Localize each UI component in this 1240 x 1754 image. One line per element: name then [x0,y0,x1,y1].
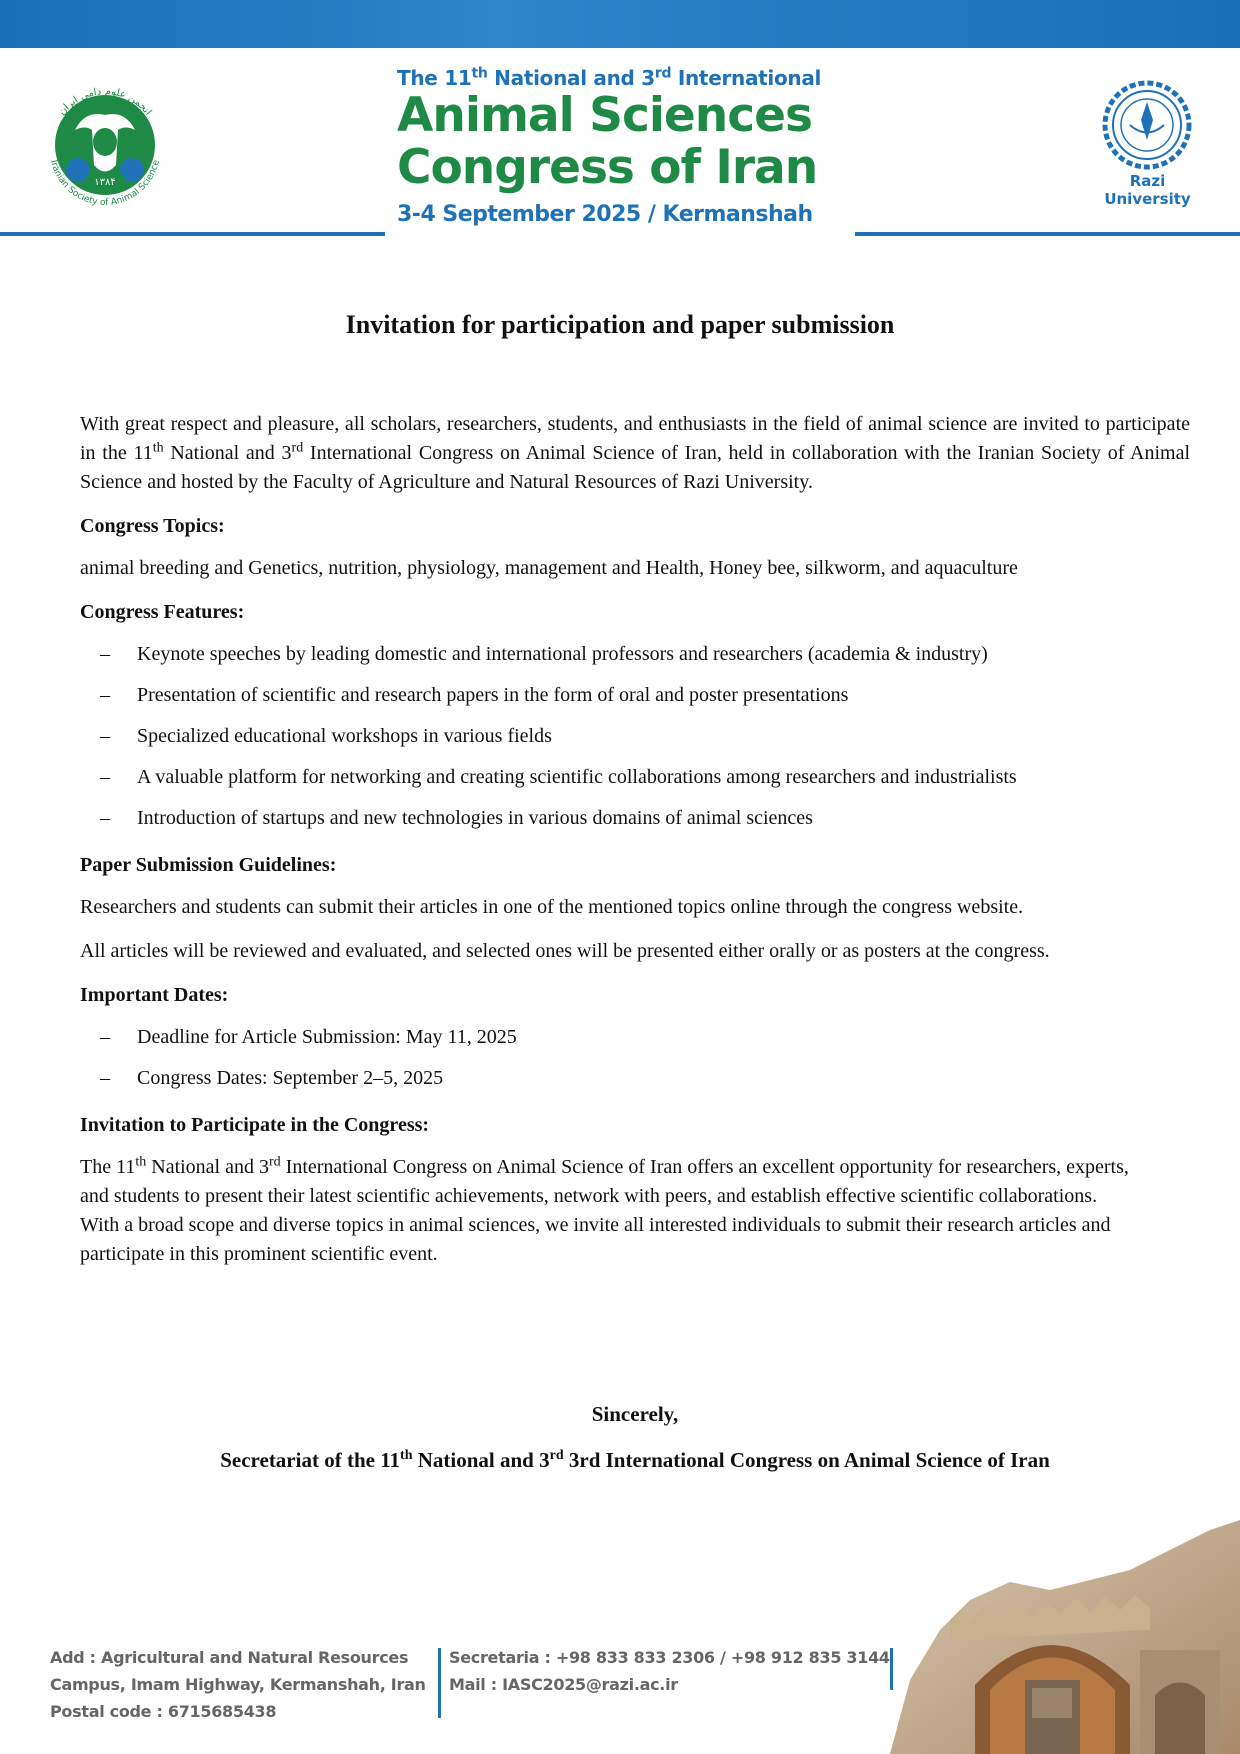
list-item: – Introduction of startups and new technologies in various domains of animal sciences [100,807,813,829]
list-item: – Deadline for Article Submission: May 11, 2025 [100,1026,517,1048]
congress-dates-location: 3-4 September 2025 / Kermanshah [397,202,813,227]
dates-list [80,1023,1190,1093]
list-item: – A valuable platform for networking and creating scientific collaborations among researchers and industrialists [100,766,1017,788]
list-item: – Congress Dates: September 2–5, 2025 [100,1067,444,1089]
iranian-society-logo [30,70,180,220]
congress-name-line2: Congress of Iran [397,140,818,195]
dates-heading: Important Dates: [80,984,229,1006]
header-top-bar [0,0,1240,48]
footer-mail[interactable]: Mail : IASC2025@razi.ac.ir [449,1675,678,1694]
topics-heading: Congress Topics: [80,515,225,537]
features-heading: Congress Features: [80,601,245,623]
congress-edition-line: The 11th National and 3rd International [397,65,822,90]
invitation-heading: Invitation to Participate in the Congress: [80,1114,430,1136]
footer-address: Add : Agricultural and Natural Resources Campus, Imam Highway, Kermanshah, Iran Postal code : 6715685438 [50,1648,426,1721]
congress-title-block [397,66,847,227]
footer-phone: Secretaria : +98 833 833 2306 / +98 912 835 3144 [449,1648,890,1667]
intro-paragraph: With great respect and pleasure, all scholars, researchers, students, and enthusiasts in the field of animal science are invited to participate in the 11th National and 3rd International Congress on Animal Science of Iran, held in collaboration with the Iranian Society of Animal Science and hosted by the Faculty of Agriculture and Natural Resources of Razi University. [80,413,1191,493]
closing-sincerely: Sincerely, [591,1402,679,1426]
guidelines-paragraph-2: All articles will be reviewed and evaluated, and selected ones will be presented either orally or as posters at the congress. [80,940,1050,962]
invitation-paragraph: The 11th National and 3rd International Congress on Animal Science of Iran offers an excellent opportunity for researchers, experts, and students to present their latest scientific achievements, network with peers, and establish effective scientific collaborations. With a broad scope and diverse topics in animal sciences, we invite all interested individuals to submit their research articles and participate in this prominent scientific event. [80,1154,1129,1265]
header-divider-right [855,232,1240,236]
closing-signature: Secretariat of the 11th National and 3rd 3rd International Congress on Animal Science of Iran [220,1448,1050,1472]
svg-text:Iranian Society of Animal Scie: Iranian Society of Animal Science [48,159,162,209]
congress-name-line1: Animal Sciences [397,88,812,143]
razi-university-name: Razi University [1104,172,1191,208]
footer-contact [449,1644,890,1698]
features-list [80,640,1190,833]
guidelines-heading: Paper Submission Guidelines: [80,854,337,876]
document-title: Invitation for participation and paper submission [345,310,895,339]
topics-text: animal breeding and Genetics, nutrition, physiology, management and Health, Honey bee, silkworm, and aquaculture [80,557,1018,579]
taq-e-bostan-monument-image [890,1510,1240,1754]
footer-divider-1 [438,1648,441,1718]
svg-text:انجمن علوم دامی ایران: انجمن علوم دامی ایران [56,86,154,118]
document-body [80,410,1190,1284]
list-item: – Specialized educational workshops in various fields [100,725,552,747]
list-item: – Presentation of scientific and research papers in the form of oral and poster presentations [100,684,849,706]
guidelines-paragraph-1: Researchers and students can submit their articles in one of the mentioned topics online through the congress website. [80,896,1024,918]
header-divider-left [0,232,385,236]
list-item: – Keynote speeches by leading domestic and international professors and researchers (academia & industry) [100,643,988,665]
svg-text:۱۳۸۴: ۱۳۸۴ [94,177,116,188]
